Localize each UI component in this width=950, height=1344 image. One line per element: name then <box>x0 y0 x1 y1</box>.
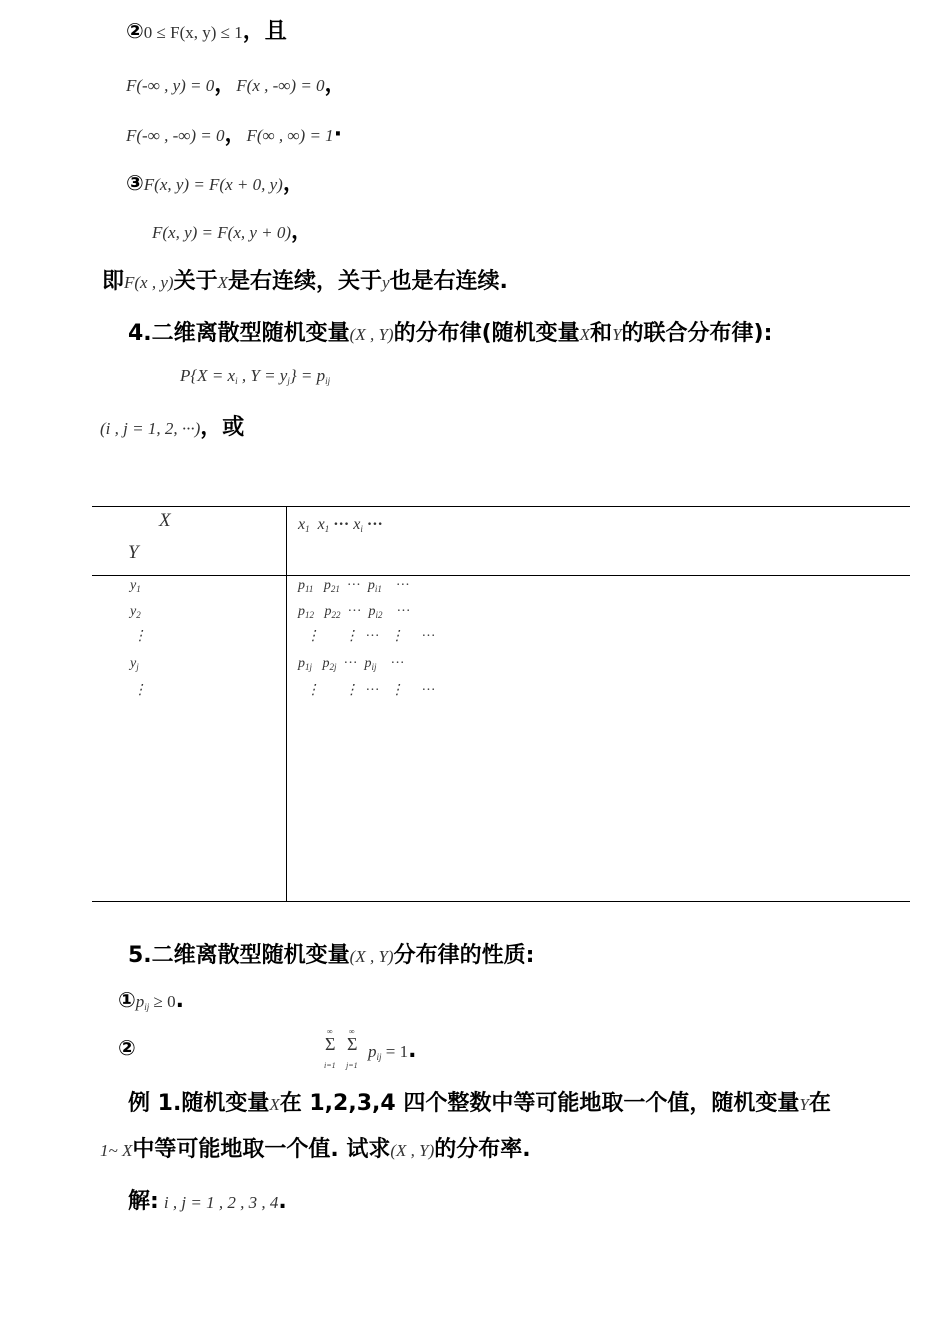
table-row <box>298 604 411 620</box>
table-row <box>306 628 436 645</box>
table-column-divider <box>286 506 287 902</box>
table-row <box>298 656 405 672</box>
ellipsis: ··· <box>396 604 411 619</box>
limit-formula-2: F(x , -∞) = 0 <box>236 76 325 95</box>
example-1-line-2 <box>100 1132 531 1163</box>
xy-symbol: (X , Y) <box>349 325 394 344</box>
x-symbol: X <box>269 1095 280 1114</box>
ellipsis: ··· <box>333 516 350 533</box>
x-value: x <box>317 516 325 533</box>
p: p <box>298 604 305 619</box>
comma: ， <box>214 72 237 97</box>
formula-part: , Y = y <box>237 366 288 385</box>
formula-part: } = p <box>289 366 326 385</box>
p: p <box>364 656 372 671</box>
example-1-line-1 <box>128 1086 831 1117</box>
subscript: 1 <box>305 524 310 534</box>
comma: ， <box>324 72 347 97</box>
row-label <box>133 628 147 645</box>
property-2-line <box>126 14 287 45</box>
vertical-ellipsis: ⋮ <box>133 629 147 644</box>
x-symbol: X <box>217 273 228 292</box>
limit-formula-1: F(-∞ , y) = 0 <box>126 76 215 95</box>
ellipsis: ··· <box>343 656 358 671</box>
y-symbol: y <box>382 273 390 292</box>
row-label <box>130 578 141 594</box>
solution-label: 解: <box>128 1189 159 1214</box>
header-y-label: Y <box>128 542 139 563</box>
subscript: i <box>360 524 363 534</box>
text: 中等可能地取一个值. 试求 <box>132 1137 391 1162</box>
xy-symbol: (X , Y) <box>349 947 394 966</box>
text: 和 <box>590 321 613 346</box>
subscript: 22 <box>331 610 341 620</box>
sum-term <box>368 1038 416 1063</box>
x-value: x <box>353 516 361 533</box>
conjunction-text: ，且 <box>242 19 287 44</box>
subscript: j <box>287 376 290 386</box>
sum-upper: ∞ <box>327 1027 333 1036</box>
vertical-ellipsis: ⋮ <box>390 629 404 644</box>
fxy-symbol: F(x , y) <box>124 273 174 292</box>
sum-equals: = 1 <box>381 1042 409 1061</box>
property-3-line <box>126 166 305 197</box>
index-range: (i , j = 1, 2, ···) <box>100 419 201 438</box>
x-symbol: X <box>579 325 591 344</box>
y-symbol: Y <box>612 325 622 344</box>
text: 分布律的性质: <box>393 943 535 968</box>
dot: · <box>333 122 343 147</box>
right-continuity-statement <box>102 264 508 295</box>
text: 5.二维离散型随机变量 <box>128 943 350 968</box>
comma: ， <box>224 122 247 147</box>
text: 4.二维离散型随机变量 <box>128 321 350 346</box>
vertical-ellipsis: ⋮ <box>344 629 359 644</box>
limit-line-2 <box>126 117 342 148</box>
text: 的分布率. <box>434 1137 531 1162</box>
formula-part: P{X = x <box>180 366 236 385</box>
y-symbol: Y <box>799 1095 809 1114</box>
subscript: 21 <box>330 584 340 594</box>
cdf-bounds-formula: 0 ≤ F(x, y) ≤ 1 <box>143 23 243 42</box>
dot: . <box>278 1189 287 1214</box>
subscript: ij <box>376 1052 382 1062</box>
sigma-symbol: Σ <box>347 1034 358 1054</box>
y-value: y <box>130 604 137 619</box>
ellipsis: ··· <box>365 629 380 644</box>
y-value: y <box>130 656 137 671</box>
or-text: ，或 <box>200 415 245 440</box>
subscript: ij <box>371 662 377 672</box>
subscript: i1 <box>374 584 382 594</box>
dot: . <box>175 988 184 1013</box>
sum-upper: ∞ <box>349 1027 355 1036</box>
limit-formula-4: F(∞ , ∞) = 1 <box>246 126 334 145</box>
text: 在 <box>808 1091 831 1116</box>
circle-1-marker: ① <box>118 988 136 1012</box>
subscript: i <box>235 376 238 386</box>
ellipsis: ··· <box>421 683 436 698</box>
text: 的联合分布律): <box>621 321 773 346</box>
subscript: 12 <box>305 610 314 620</box>
right-continuity-x-formula: F(x, y) = F(x + 0, y) <box>143 175 283 194</box>
right-continuity-y-formula: F(x, y) = F(x, y + 0) <box>152 223 292 242</box>
vertical-ellipsis: ⋮ <box>344 683 359 698</box>
ellipsis: ··· <box>395 578 410 593</box>
text: 是右连续，关于 <box>227 269 382 294</box>
p: p <box>298 578 305 593</box>
vertical-ellipsis: ⋮ <box>306 629 320 644</box>
ellipsis: ··· <box>390 656 405 671</box>
property-2-sum-marker <box>118 1036 136 1060</box>
text: 即 <box>102 269 125 294</box>
p: p <box>368 604 376 619</box>
ellipsis: ··· <box>421 629 436 644</box>
property-3-line-2 <box>152 214 313 245</box>
p: p <box>323 578 331 593</box>
sum-lower: j=1 <box>346 1061 358 1070</box>
subscript: 2 <box>136 610 141 620</box>
table-bottom-border <box>92 901 910 902</box>
table-row <box>306 682 436 699</box>
index-values: i , j = 1 , 2 , 3 , 4 <box>163 1193 279 1212</box>
subscript: ij <box>325 376 331 386</box>
p: p <box>322 656 330 671</box>
subscript: i2 <box>375 610 383 620</box>
p-symbol: p <box>368 1042 377 1061</box>
vertical-ellipsis: ⋮ <box>133 683 147 698</box>
section-5-heading <box>128 938 534 969</box>
subscript: 1j <box>305 662 313 672</box>
subscript: 1 <box>136 584 141 594</box>
limit-formula-3: F(-∞ , -∞) = 0 <box>126 126 225 145</box>
vertical-ellipsis: ⋮ <box>390 683 404 698</box>
sigma-symbol: Σ <box>325 1034 336 1054</box>
circle-2-marker: ② <box>126 19 144 43</box>
comma: ， <box>291 219 314 244</box>
dot: . <box>408 1038 417 1063</box>
p-symbol: p <box>135 992 145 1011</box>
table-top-border <box>92 506 910 507</box>
sum-lower: i=1 <box>324 1061 336 1070</box>
header-x-label: X <box>159 510 171 531</box>
xy-symbol: (X , Y) <box>390 1141 435 1160</box>
circle-2-marker: ② <box>118 1036 136 1060</box>
subscript: 1 <box>324 524 330 534</box>
limit-line-1 <box>126 67 347 98</box>
subscript: 2j <box>329 662 337 672</box>
comma: ， <box>282 171 305 196</box>
text: 在 1,2,3,4 四个整数中等可能地取一个值，随机变量 <box>279 1091 800 1116</box>
row-label <box>133 682 147 699</box>
subscript: 11 <box>305 584 314 594</box>
p: p <box>324 604 332 619</box>
row-label <box>130 604 141 620</box>
row-label <box>130 656 139 672</box>
p: p <box>298 656 305 671</box>
text: 关于 <box>173 269 218 294</box>
property-1-line <box>118 988 184 1013</box>
nonneg-formula: ≥ 0 <box>149 992 176 1011</box>
text: 的分布律(随机变量 <box>393 321 580 346</box>
text: 也是右连续. <box>389 269 508 294</box>
p: p <box>367 578 375 593</box>
text: 例 1.随机变量 <box>128 1091 270 1116</box>
section-4-heading <box>128 316 772 347</box>
vertical-ellipsis: ⋮ <box>306 683 320 698</box>
y-value: y <box>130 578 137 593</box>
ellipsis: ··· <box>347 604 362 619</box>
subscript: ij <box>144 1002 150 1012</box>
table-header-divider <box>92 575 910 576</box>
x-value: x <box>298 516 306 533</box>
table-x-values-row <box>298 516 383 534</box>
table-row <box>298 578 410 594</box>
range-symbol: 1~ X <box>100 1141 133 1160</box>
subscript: j <box>136 662 139 672</box>
ellipsis: ··· <box>346 578 361 593</box>
ellipsis: ··· <box>365 683 380 698</box>
solution-line <box>128 1184 287 1215</box>
joint-distribution-formula <box>180 366 330 386</box>
index-range-line <box>100 410 244 441</box>
circle-3-marker: ③ <box>126 171 144 195</box>
ellipsis: ··· <box>366 516 383 533</box>
